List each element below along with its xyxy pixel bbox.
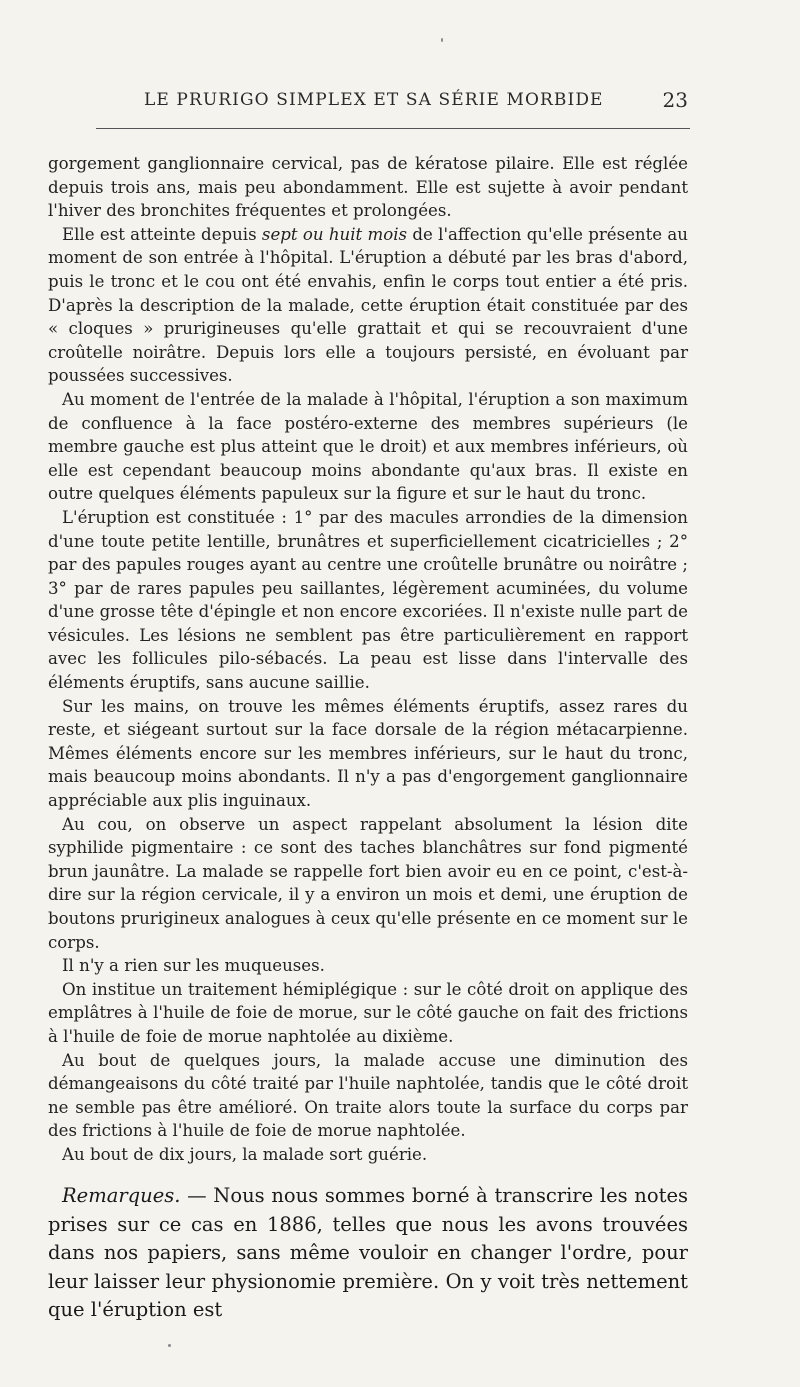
paragraph-10: Au bout de dix jours, la malade sort guérie. (62, 1144, 428, 1164)
paragraph-9: Au bout de quelques jours, la malade accuse une diminution des démangeaisons du côté traité par l'huile naphtolée, tandis que le côté droit ne semble pas être amélioré. On traite alors toute la surface du corps par des frictions à l'huile de foie de morue naphtolée. (48, 1050, 688, 1141)
page-number: 23 (662, 88, 688, 112)
paragraph-2-emphasis: sept ou huit mois (261, 224, 408, 244)
paragraph-2-start: Elle est atteinte depuis (62, 224, 262, 244)
remarks-label: Remarques. (62, 1184, 181, 1207)
paragraph-2 (48, 223, 688, 388)
running-title: LE PRURIGO SIMPLEX ET SA SÉRIE MORBIDE (144, 90, 604, 110)
paragraph-5: Sur les mains, on trouve les mêmes éléments éruptifs, assez rares du reste, et siégeant surtout sur la face dorsale de la région métacarpienne. Mêmes éléments encore sur les membres inférieurs, sur le haut du tronc, mais beaucoup moins abondants. Il n'y a pas d'engorgement ganglionnaire appréciable aux plis inguinaux. (48, 696, 688, 811)
paper-speck (441, 38, 443, 42)
body-text (48, 152, 688, 1167)
paragraph-3: Au moment de l'entrée de la malade à l'hôpital, l'éruption a son maximum de confluence à la face postéro-externe des membres supérieurs (le membre gauche est plus atteint que le droit) et aux membres inférieurs, où elle est cependant beaucoup moins abondante qu'aux bras. Il existe en outre quelques éléments papuleux sur la figure et sur le haut du tronc. (48, 389, 688, 504)
paragraph-2-end: de l'affection qu'elle présente au moment de son entrée à l'hôpital. L'éruption a débuté par les bras d'abord, puis le tronc et le cou ont été envahis, enfin le corps tout entier a été pris. D'après la description de la malade, cette éruption était constituée par des « cloques » prurigineuses qu'elle grattait et qui se recouvraient d'une croûtelle noirâtre. Depuis lors elle a toujours persisté, en évoluant par poussées successives. (48, 224, 688, 386)
paragraph-8: On institue un traitement hémiplégique : sur le côté droit on applique des emplâtres à l'huile de foie de morue, sur le côté gauche on fait des frictions à l'huile de foie de morue naphtolée au dixième. (48, 979, 688, 1046)
paragraph-4: L'éruption est constituée : 1° par des macules arrondies de la dimension d'une toute petite lentille, brunâtres et superficiellement cicatricielles ; 2° par des papules rouges ayant au centre une croûtelle brunâtre ou noirâtre ; 3° par de rares papules peu saillantes, légèrement acuminées, du volume d'une grosse tête d'épingle et non encore excoriées. Il n'existe nulle part de vésicules. Les lésions ne semblent pas être particulièrement en rapport avec les follicules pilo-sébacés. La peau est lisse dans l'intervalle des éléments éruptifs, sans aucune saillie. (48, 507, 688, 693)
page-header (48, 88, 688, 118)
paragraph-6: Au cou, on observe un aspect rappelant absolument la lésion dite syphilide pigmentaire : ce sont des taches blanchâtres sur fond pigmenté brun jaunâtre. La malade se rappelle fort bien avoir eu en ce point, c'est-à-dire sur la région cervicale, il y a environ un mois et demi, une éruption de boutons prurigineux analogues à ceux qu'elle présente en ce moment sur le corps. (48, 814, 688, 952)
paper-speck (168, 1344, 171, 1347)
remarks-paragraph (48, 1182, 688, 1325)
remarks-text: — Nous nous sommes borné à transcrire les notes prises sur ce cas en 1886, telles que nous les avons trouvées dans nos papiers, sans même vouloir en changer l'ordre, pour leur laisser leur physionomie première. On y voit très nettement que l'éruption est (48, 1184, 688, 1321)
paragraph-1: gorgement ganglionnaire cervical, pas de kératose pilaire. Elle est réglée depuis trois ans, mais peu abondamment. Elle est sujette à avoir pendant l'hiver des bronchites fréquentes et prolongées. (48, 154, 688, 221)
paragraph-7: Il n'y a rien sur les muqueuses. (62, 956, 325, 976)
header-rule (96, 128, 690, 129)
